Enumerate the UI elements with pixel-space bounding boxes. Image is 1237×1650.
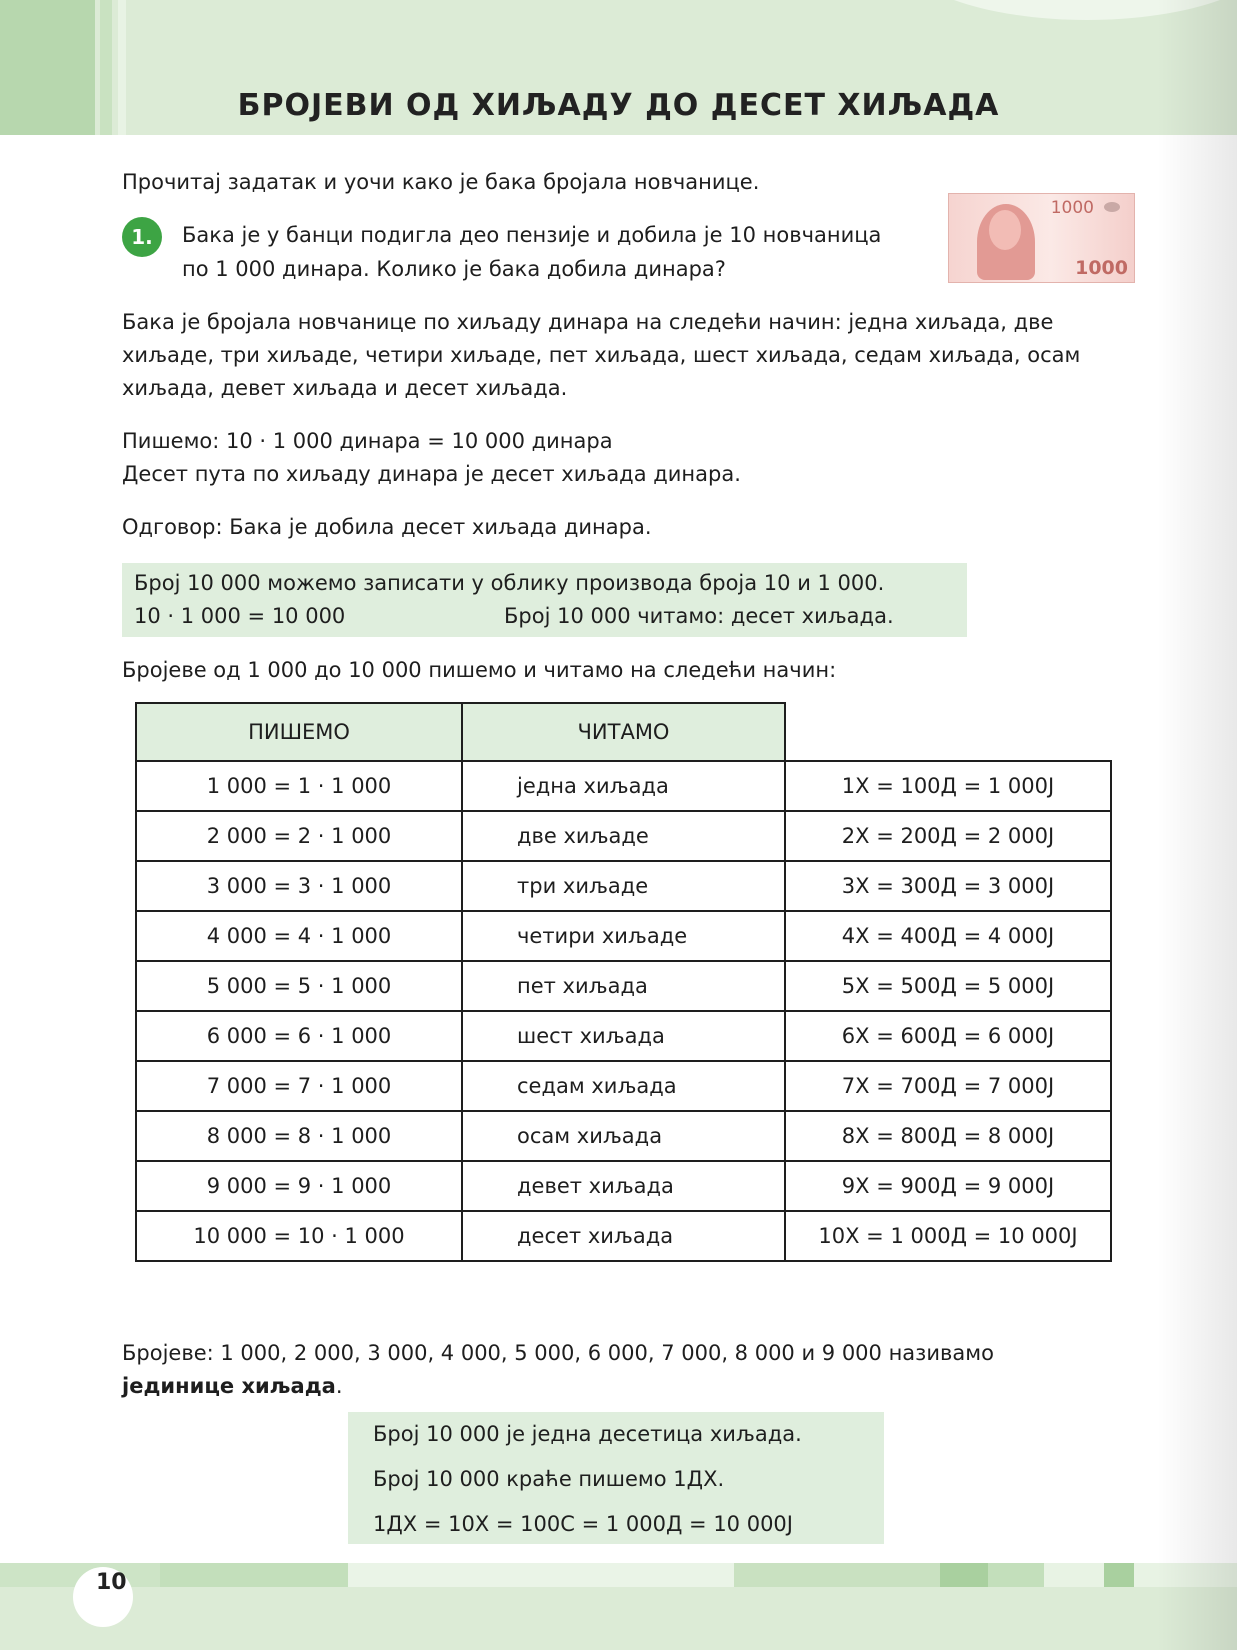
footer-decor-segment (734, 1563, 940, 1587)
table-cell-written: 6 000 = 6 · 1 000 (136, 1011, 462, 1061)
table-cell-units: 6Х = 600Д = 6 000Ј (785, 1011, 1111, 1061)
written-paragraph (122, 425, 741, 491)
table-cell-written: 8 000 = 8 · 1 000 (136, 1111, 462, 1161)
table-row (136, 811, 1111, 861)
rule-reading: Број 10 000 читамо: десет хиљада. (504, 604, 894, 628)
thousands-paragraph (122, 1337, 1122, 1403)
task-text (182, 218, 932, 286)
paragraph-line (122, 1370, 1122, 1403)
table-cell-read: шест хиљада (462, 1011, 785, 1061)
table-cell-units: 4Х = 400Д = 4 000Ј (785, 911, 1111, 961)
rule-line: Број 10 000 можемо записати у облику производа броја 10 и 1 000. (134, 571, 885, 595)
banknote-value-top: 1000 (1050, 198, 1094, 218)
banknote-emblem-icon (1104, 202, 1120, 212)
table-cell-units: 9Х = 900Д = 9 000Ј (785, 1161, 1111, 1211)
footer-decor-segment (940, 1563, 988, 1587)
paragraph-end: . (335, 1374, 343, 1398)
table-row (136, 961, 1111, 1011)
table-row (136, 1061, 1111, 1111)
table-cell-read: две хиљаде (462, 811, 785, 861)
summary-box (348, 1412, 884, 1544)
task-line: по 1 000 динара. Колико је бака добила динара? (182, 257, 726, 281)
paragraph-line: Бројеве: 1 000, 2 000, 3 000, 4 000, 5 000, 6 000, 7 000, 8 000 и 9 000 називамо (122, 1341, 994, 1365)
table-cell-units: 7Х = 700Д = 7 000Ј (785, 1061, 1111, 1111)
paragraph-line: хиљаде, три хиљаде, четири хиљаде, пет хиљада, шест хиљада, седам хиљада, осам (122, 343, 1081, 367)
intro-text: Прочитај задатак и уочи како је бака бројала новчанице. (122, 170, 760, 194)
banknote-portrait-face (989, 210, 1021, 250)
numbers-table (135, 702, 1112, 1262)
table-cell-written: 10 000 = 10 · 1 000 (136, 1211, 462, 1261)
paragraph-line: хиљада, девет хиљада и десет хиљада. (122, 376, 568, 400)
table-cell-units: 2Х = 200Д = 2 000Ј (785, 811, 1111, 861)
paragraph-line: Пишемо: 10 · 1 000 динара = 10 000 динара (122, 429, 613, 453)
table-cell-read: три хиљаде (462, 861, 785, 911)
table-cell-written: 5 000 = 5 · 1 000 (136, 961, 462, 1011)
table-cell-units: 5Х = 500Д = 5 000Ј (785, 961, 1111, 1011)
table-cell-units: 8Х = 800Д = 8 000Ј (785, 1111, 1111, 1161)
table-row (136, 1011, 1111, 1061)
counting-paragraph (122, 306, 1132, 405)
table-row (136, 861, 1111, 911)
rule-formula: 10 · 1 000 = 10 000 (134, 604, 346, 628)
page-edge-shadow (1157, 0, 1237, 1650)
table-header-cell: ПИШЕМО (136, 703, 462, 761)
table-cell-units: 10Х = 1 000Д = 10 000Ј (785, 1211, 1111, 1261)
key-term: јединице хиљада (122, 1374, 336, 1398)
table-cell-read: једна хиљада (462, 761, 785, 811)
table-row (136, 1211, 1111, 1261)
summary-line: 1ДХ = 10Х = 100С = 1 000Д = 10 000Ј (373, 1512, 793, 1536)
answer-text: Одговор: Бака је добила десет хиљада динара. (122, 515, 652, 539)
table-cell-written: 1 000 = 1 · 1 000 (136, 761, 462, 811)
table-cell-read: десет хиљада (462, 1211, 785, 1261)
table-cell-units: 3Х = 300Д = 3 000Ј (785, 861, 1111, 911)
footer-decor-segment (1104, 1563, 1134, 1587)
footer-decor-segment (1134, 1563, 1237, 1587)
table-cell-written: 9 000 = 9 · 1 000 (136, 1161, 462, 1211)
banknote-image (948, 193, 1135, 283)
summary-line: Број 10 000 је једна десетица хиљада. (373, 1422, 802, 1446)
table-row (136, 911, 1111, 961)
footer-decor-segment (160, 1563, 348, 1587)
footer-decor-segment (988, 1563, 1044, 1587)
paragraph-line: Десет пута по хиљаду динара је десет хиљада динара. (122, 462, 741, 486)
table-row (136, 1161, 1111, 1211)
page-number: 10 (96, 1570, 127, 1595)
rule-box (122, 563, 967, 637)
table-cell-written: 7 000 = 7 · 1 000 (136, 1061, 462, 1111)
table-cell-read: седам хиљада (462, 1061, 785, 1111)
summary-line: Број 10 000 краће пишемо 1ДХ. (373, 1467, 725, 1491)
page-title: БРОЈЕВИ ОД ХИЉАДУ ДО ДЕСЕТ ХИЉАДА (237, 88, 1000, 123)
task-line: Бака је у банци подигла део пензије и добила је 10 новчаница (182, 223, 882, 247)
table-cell-units: 1Х = 100Д = 1 000Ј (785, 761, 1111, 811)
table-cell-written: 2 000 = 2 · 1 000 (136, 811, 462, 861)
table-cell-read: осам хиљада (462, 1111, 785, 1161)
footer-band (0, 1563, 1237, 1650)
table-header-row (136, 703, 1111, 761)
footer-decor-segment (348, 1563, 734, 1587)
task-number-badge: 1. (122, 217, 162, 257)
table-cell-written: 4 000 = 4 · 1 000 (136, 911, 462, 961)
table-row (136, 761, 1111, 811)
banknote-value-bottom: 1000 (1075, 257, 1128, 279)
table-cell-read: девет хиљада (462, 1161, 785, 1211)
paragraph-line: Бака је бројала новчанице по хиљаду динара на следећи начин: једна хиљада, две (122, 310, 1054, 334)
table-cell-read: пет хиљада (462, 961, 785, 1011)
table-intro: Бројеве од 1 000 до 10 000 пишемо и читамо на следећи начин: (122, 658, 837, 682)
table-header-blank (785, 703, 1111, 761)
table-cell-read: четири хиљаде (462, 911, 785, 961)
table-cell-written: 3 000 = 3 · 1 000 (136, 861, 462, 911)
table-row (136, 1111, 1111, 1161)
footer-decor-segment (1044, 1563, 1104, 1587)
header-decor-curve (897, 0, 1237, 20)
table-header-cell: ЧИТАМО (462, 703, 785, 761)
